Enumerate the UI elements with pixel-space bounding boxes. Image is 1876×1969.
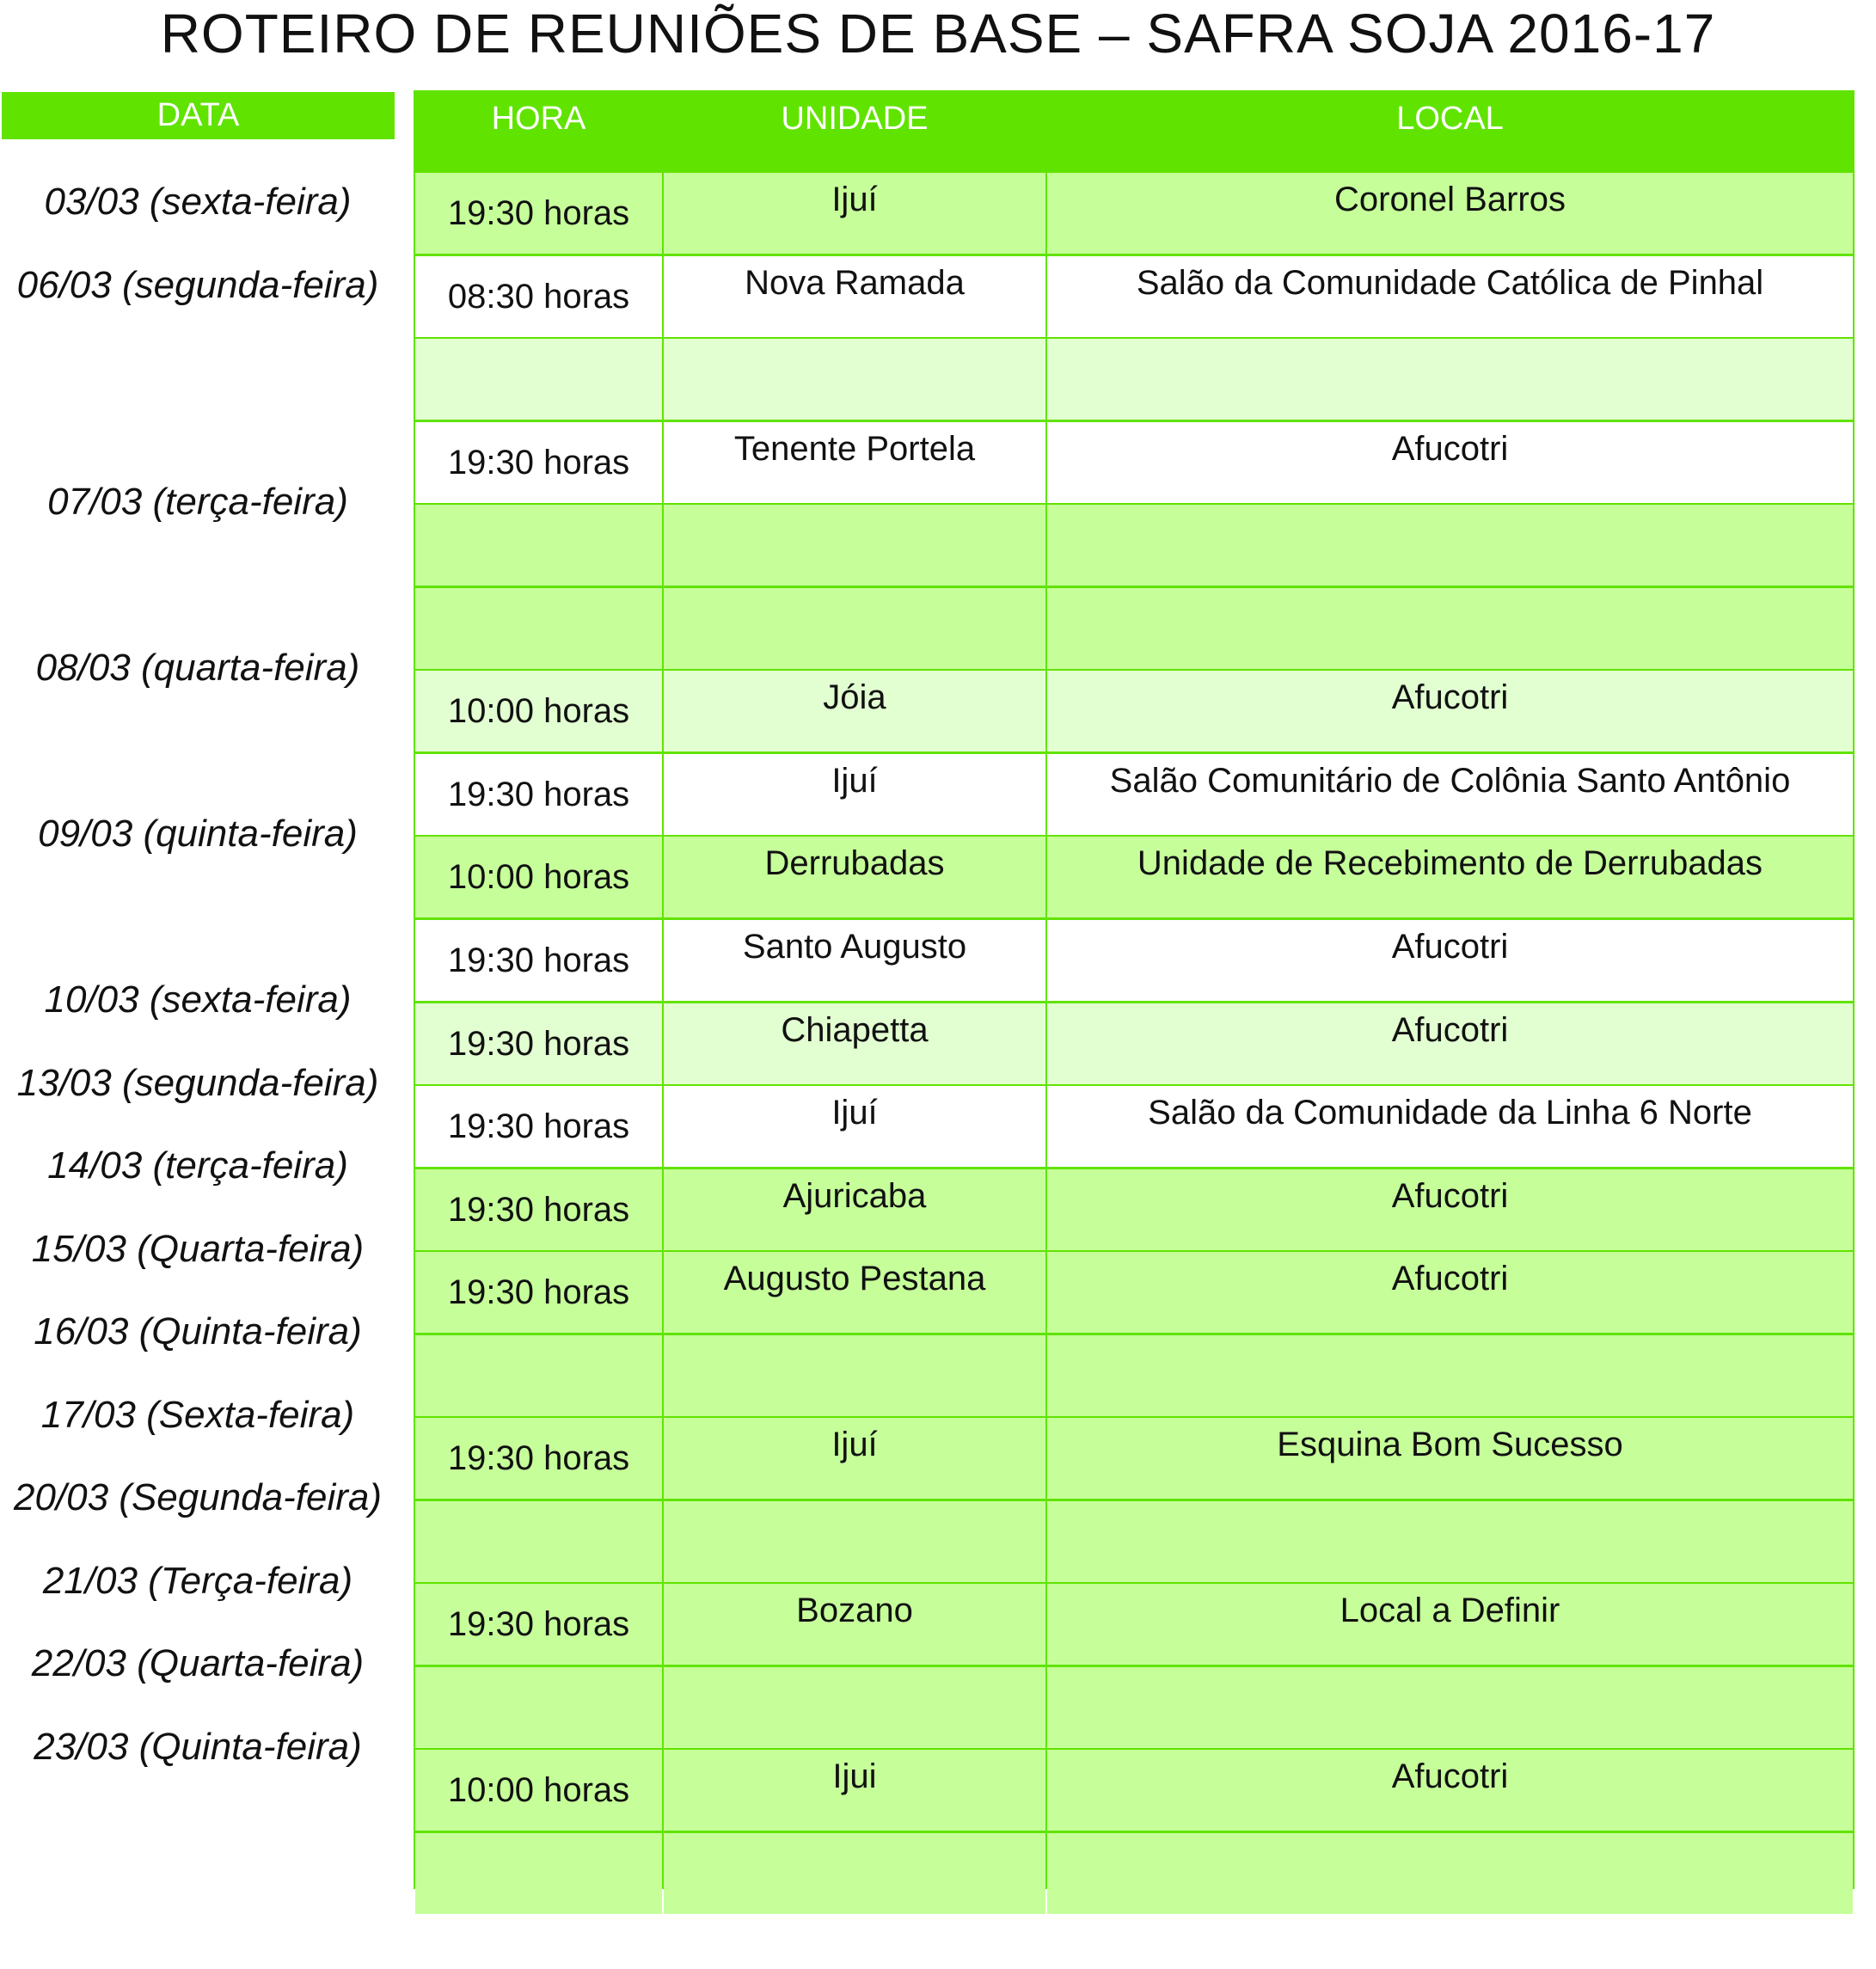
header-hora: HORA	[415, 92, 662, 170]
local-cell: Local a Definir	[1047, 1584, 1853, 1665]
local-cell	[1047, 1501, 1853, 1582]
date-label: 09/03 (quinta-feira)	[38, 813, 358, 855]
local-cell: Afucotri	[1047, 1252, 1853, 1333]
date-label: 20/03 (Segunda-feira)	[13, 1476, 383, 1518]
unidade-cell: Augusto Pestana	[664, 1252, 1045, 1333]
date-label: 10/03 (sexta-feira)	[44, 978, 352, 1021]
hora-cell	[415, 1335, 662, 1416]
hora-cell: 19:30 horas	[415, 754, 662, 835]
unidade-cell: Nova Ramada	[664, 256, 1045, 337]
unidade-cell: Chiapetta	[664, 1003, 1045, 1084]
header-local: LOCAL	[1047, 92, 1853, 170]
date-label: 15/03 (Quarta-feira)	[31, 1228, 365, 1270]
local-cell: Afucotri	[1047, 920, 1853, 1001]
local-cell	[1047, 1833, 1853, 1914]
date-label: 06/03 (segunda-feira)	[16, 264, 379, 306]
date-label: 16/03 (Quinta-feira)	[34, 1310, 362, 1353]
hora-cell: 10:00 horas	[415, 837, 662, 917]
hora-cell	[415, 505, 662, 586]
unidade-cell: Derrubadas	[664, 837, 1045, 917]
date-label: 23/03 (Quinta-feira)	[34, 1726, 362, 1768]
local-cell	[1047, 588, 1853, 669]
hora-cell	[415, 1501, 662, 1582]
local-cell: Afucotri	[1047, 1003, 1853, 1084]
unidade-cell: Ijuí	[664, 1418, 1045, 1499]
hora-cell	[415, 1833, 662, 1914]
date-label: 07/03 (terça-feira)	[47, 481, 348, 523]
local-cell: Coronel Barros	[1047, 173, 1853, 254]
unidade-cell: Santo Augusto	[664, 920, 1045, 1001]
unidade-cell: Ijuí	[664, 754, 1045, 835]
unidade-cell: Ajuricaba	[664, 1169, 1045, 1250]
local-cell: Afucotri	[1047, 1750, 1853, 1831]
local-cell: Esquina Bom Sucesso	[1047, 1418, 1853, 1499]
hora-cell	[415, 1667, 662, 1748]
unidade-cell	[664, 505, 1045, 586]
header-data: DATA	[2, 92, 395, 139]
date-label: 17/03 (Sexta-feira)	[40, 1394, 355, 1436]
page-title: ROTEIRO DE REUNIÕES DE BASE – SAFRA SOJA 2016-17	[160, 3, 1716, 64]
hora-cell: 10:00 horas	[415, 1750, 662, 1831]
local-cell: Afucotri	[1047, 671, 1853, 751]
hora-cell: 19:30 horas	[415, 1252, 662, 1333]
unidade-cell	[664, 1335, 1045, 1416]
hora-cell: 19:30 horas	[415, 422, 662, 503]
hora-cell: 08:30 horas	[415, 256, 662, 337]
local-cell: Unidade de Recebimento de Derrubadas	[1047, 837, 1853, 917]
date-label: 13/03 (segunda-feira)	[16, 1062, 379, 1104]
local-cell: Afucotri	[1047, 422, 1853, 503]
local-cell: Salão da Comunidade da Linha 6 Norte	[1047, 1086, 1853, 1167]
local-cell	[1047, 1667, 1853, 1748]
header-unidade: UNIDADE	[664, 92, 1045, 170]
unidade-cell	[664, 1667, 1045, 1748]
date-label: 08/03 (quarta-feira)	[35, 647, 360, 689]
hora-cell: 19:30 horas	[415, 1169, 662, 1250]
unidade-cell: Tenente Portela	[664, 422, 1045, 503]
local-cell: Salão Comunitário de Colônia Santo Antônio	[1047, 754, 1853, 835]
hora-cell: 19:30 horas	[415, 1003, 662, 1084]
date-column	[0, 0, 395, 1969]
unidade-cell: Ijuí	[664, 1086, 1045, 1167]
hora-cell	[415, 588, 662, 669]
unidade-cell: Bozano	[664, 1584, 1045, 1665]
hora-cell: 19:30 horas	[415, 1418, 662, 1499]
local-cell	[1047, 339, 1853, 420]
unidade-cell	[664, 1833, 1045, 1914]
hora-cell: 19:30 horas	[415, 920, 662, 1001]
hora-cell: 19:30 horas	[415, 1584, 662, 1665]
unidade-cell	[664, 339, 1045, 420]
local-cell: Afucotri	[1047, 1169, 1853, 1250]
local-cell	[1047, 1335, 1853, 1416]
unidade-cell	[664, 1501, 1045, 1582]
hora-cell: 10:00 horas	[415, 671, 662, 751]
date-label: 03/03 (sexta-feira)	[44, 181, 352, 223]
date-label: 21/03 (Terça-feira)	[42, 1560, 353, 1602]
unidade-cell: Ijui	[664, 1750, 1045, 1831]
date-label: 14/03 (terça-feira)	[47, 1144, 348, 1187]
unidade-cell: Ijuí	[664, 173, 1045, 254]
unidade-cell: Jóia	[664, 671, 1045, 751]
hora-cell: 19:30 horas	[415, 173, 662, 254]
local-cell: Salão da Comunidade Católica de Pinhal	[1047, 256, 1853, 337]
local-cell	[1047, 505, 1853, 586]
schedule-table	[414, 90, 1855, 1889]
unidade-cell	[664, 588, 1045, 669]
date-label: 22/03 (Quarta-feira)	[31, 1642, 365, 1684]
hora-cell: 19:30 horas	[415, 1086, 662, 1167]
hora-cell	[415, 339, 662, 420]
